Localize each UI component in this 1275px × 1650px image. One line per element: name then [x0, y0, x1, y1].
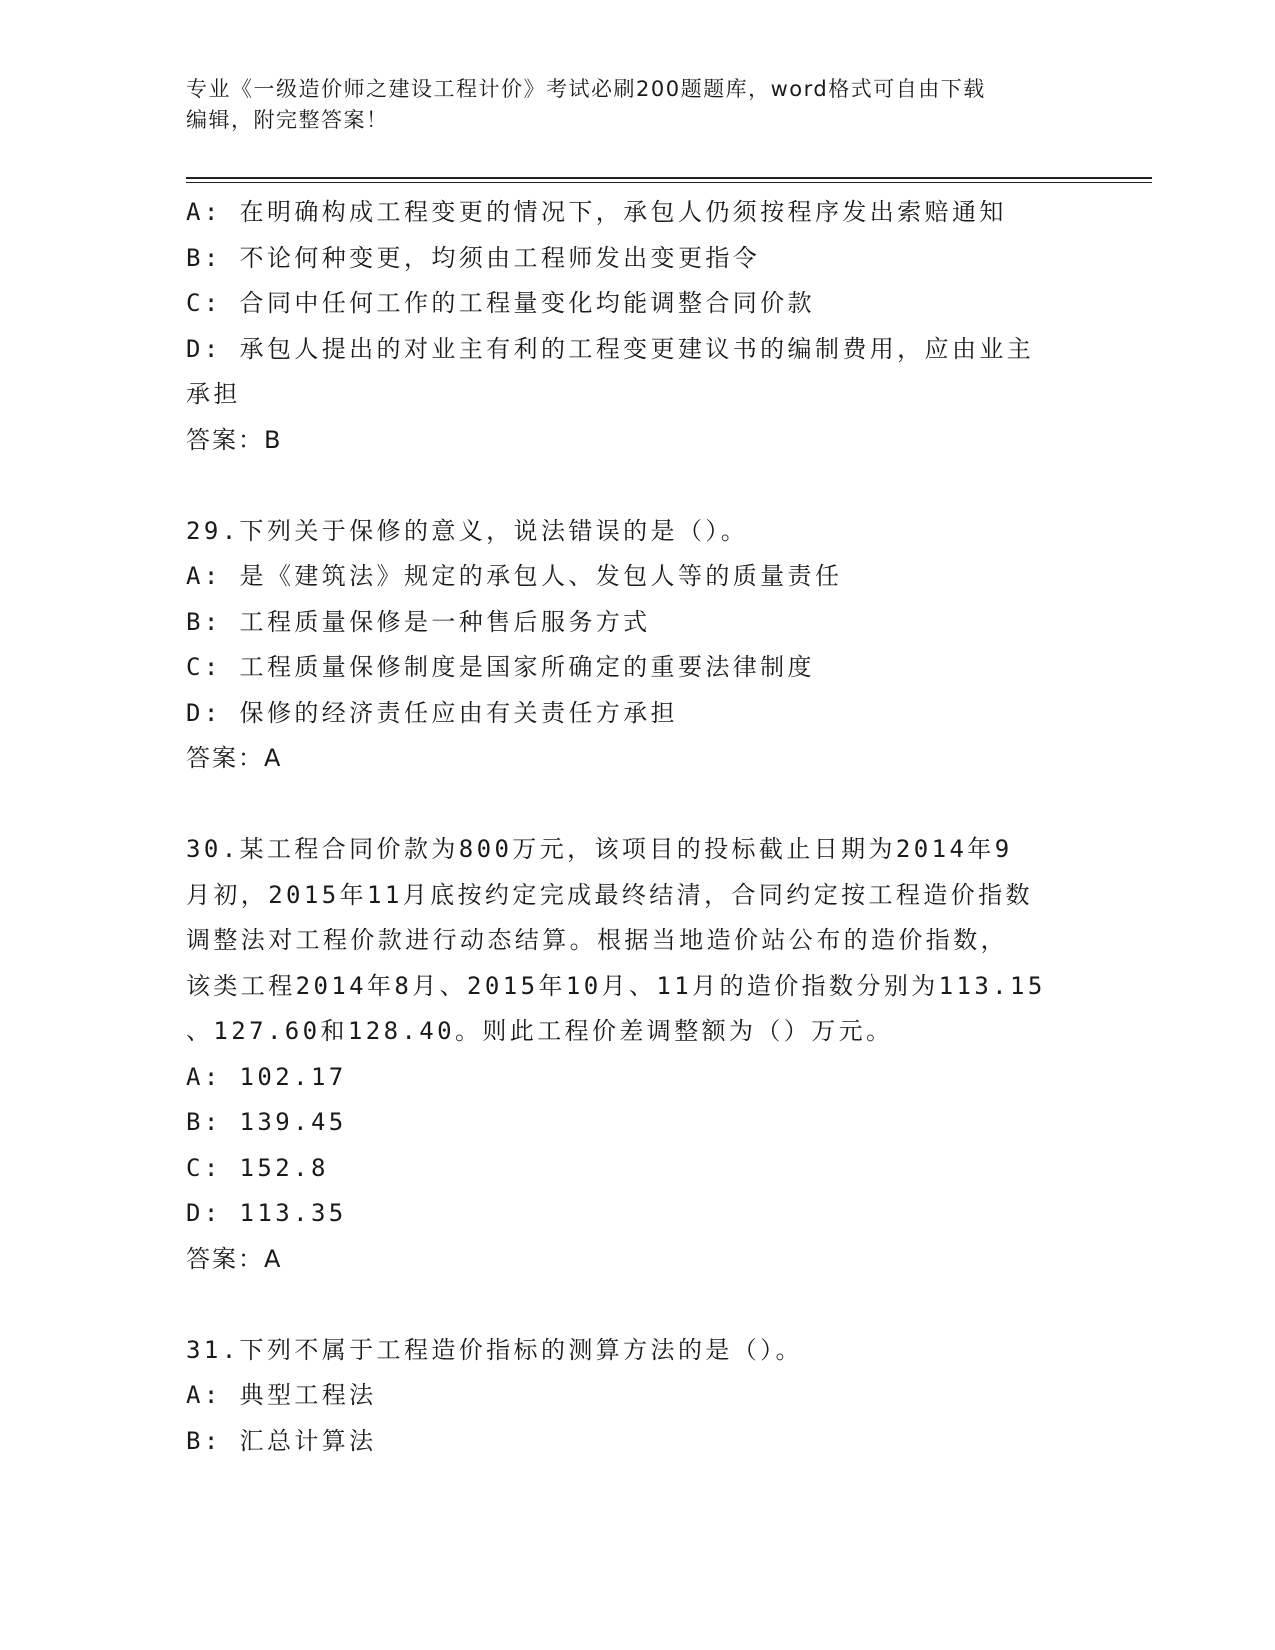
question-stem-line-2: 月初，2015年11月底按约定完成最终结清，合同约定按工程造价指数 [186, 880, 1033, 909]
header-line-2: 编辑，附完整答案！ [186, 108, 389, 132]
option-b: B: 汇总计算法 [186, 1426, 377, 1455]
option-c: C: 工程质量保修制度是国家所确定的重要法律制度 [186, 653, 815, 681]
question-block-31 [186, 1328, 1086, 1465]
option-c: C: 合同中任何工作的工程量变化均能调整合同价款 [186, 289, 815, 317]
question-block-30 [186, 827, 1086, 1282]
header-line-1: 专业《一级造价师之建设工程计价》考试必刷200题题库，word格式可自由下载 [186, 77, 986, 101]
option-a: A: 在明确构成工程变更的情况下，承包人仍须按程序发出索赔通知 [186, 198, 1007, 226]
option-c: C: 152.8 [186, 1153, 329, 1182]
spacer [186, 463, 1086, 509]
question-stem: 31.下列不属于工程造价指标的测算方法的是（）。 [186, 1335, 803, 1364]
option-b: B: 139.45 [186, 1108, 347, 1136]
option-b: B: 工程质量保修是一种售后服务方式 [186, 607, 651, 636]
option-d: D: 保修的经济责任应由有关责任方承担 [186, 698, 678, 727]
question-stem-line-4: 该类工程2014年8月、2015年10月、11月的造价指数分别为113.15 [186, 971, 1046, 1000]
answer-line: 答案：A [186, 744, 283, 772]
option-d: D: 113.35 [186, 1199, 347, 1227]
question-stem-line-5: 、127.60和128.40。则此工程价差调整额为（）万元。 [186, 1017, 894, 1045]
option-a: A: 102.17 [186, 1062, 347, 1091]
question-block-29 [186, 509, 1086, 782]
option-a: A: 典型工程法 [186, 1381, 377, 1409]
question-block-prev [186, 190, 1086, 463]
option-b: B: 不论何种变更，均须由工程师发出变更指令 [186, 243, 761, 272]
answer-line: 答案：A [186, 1244, 283, 1273]
option-d-continued: 承担 [186, 380, 241, 408]
question-stem-line-1: 30.某工程合同价款为800万元，该项目的投标截止日期为2014年9 [186, 835, 1013, 863]
answer-line: 答案：B [186, 425, 283, 454]
document-header [186, 74, 1086, 136]
option-a: A: 是《建筑法》规定的承包人、发包人等的质量责任 [186, 562, 843, 590]
question-stem: 29.下列关于保修的意义，说法错误的是（）。 [186, 516, 749, 545]
option-d: D: 承包人提出的对业主有利的工程变更建议书的编制费用，应由业主 [186, 334, 1035, 363]
spacer [186, 1282, 1086, 1328]
header-divider-thick [186, 177, 1152, 179]
question-list [186, 190, 1086, 1464]
spacer [186, 782, 1086, 828]
header-divider-thin [186, 182, 1152, 183]
question-stem-line-3: 调整法对工程价款进行动态结算。根据当地造价站公布的造价指数， [186, 926, 1008, 954]
